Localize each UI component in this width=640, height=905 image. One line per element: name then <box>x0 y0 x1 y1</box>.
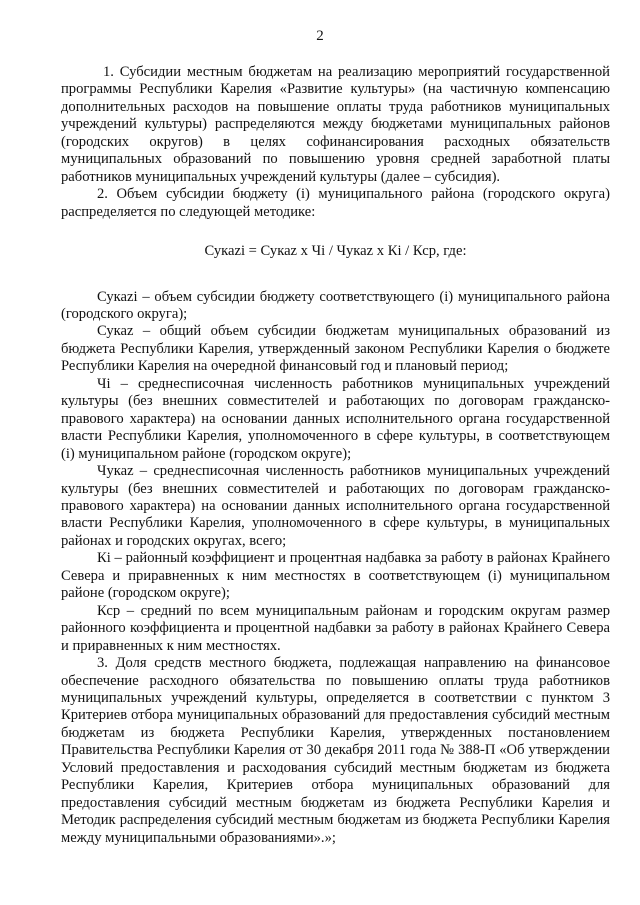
definition-chukaz: Чукаz – среднесписочная численность работников муниципальных учреждений культуры (без внешних совместителей и работающих по договорам гражданско-правового характера) на основании данных исполнительного органа государственной власти Республики Карелия, уполномоченного в сфере культуры, в муниципальных районах и городских округах, всего; <box>61 463 610 549</box>
paragraph-3-local-budget-share: 3. Доля средств местного бюджета, подлежащая направлению на финансовое обеспечение расходного обязательства по повышению оплаты труда работников муниципальных учреждений культуры, определяется в соответствии с пунктом 3 Критериев отбора муниципальных образований для предоставления субсидий местным бюджетам из бюджета Республики Карелия, утвержденных постановлением Правительства Республики Карелия от 30 декабря 2011 года № 388-П «Об утверждении Условий предоставления и расходования субсидий местным бюджетам из бюджета Республики Карелия, Критериев отбора муниципальных образований для предоставления субсидий местным бюджетам из бюджета Республики Карелия и Методик распределения субсидий местным бюджетам из бюджета Республики Карелия между муниципальными образованиями».»; <box>61 655 610 846</box>
paragraph-2-method: 2. Объем субсидии бюджету (i) муниципального района (городского округа) распределяется по следующей методике: <box>61 186 610 220</box>
definition-ksr: Кср – средний по всем муниципальным районам и городским округам размер районного коэффициента и процентной надбавки за работу в районах Крайнего Севера и приравненных к ним местностях. <box>61 602 610 654</box>
page-number: 2 <box>316 28 324 44</box>
document-body <box>61 64 610 847</box>
paragraph-1-subsidies: 1. Субсидии местным бюджетам на реализацию мероприятий государственной программы Республики Карелия «Развитие культуры» (на частичную компенсацию дополнительных расходов на повышение оплаты труда работников муниципальных учреждений культуры) распределяются между бюджетами муниципальных районов (городских округов) в целях софинансирования расходных обязательств муниципальных образований по повышению уровня средней заработной платы работников муниципальных учреждений культуры (далее – субсидия). <box>61 64 610 185</box>
distribution-formula: Сукаzi = Сукаz x Чi / Чукаz x Кi / Кср, где: <box>204 243 467 260</box>
definition-sukaz: Сукаz – общий объем субсидии бюджетам муниципальных образований из бюджета Республики Карелия, утвержденный законом Республики Карелия о бюджете Республики Карелия на очередной финансовый год и плановый период; <box>61 323 610 375</box>
definition-ki: Кi – районный коэффициент и процентная надбавка за работу в районах Крайнего Севера и приравненных к ним местностях в соответствующем (i) муниципальном районе (городском округе); <box>61 550 610 602</box>
definition-chi: Чi – среднесписочная численность работников муниципальных учреждений культуры (без внешних совместителей и работающих по договорам гражданско-правового характера) на основании данных исполнительного органа государственной власти Республики Карелия, уполномоченного в сфере культуры, в соответствующем (i) муниципальном районе (городском округе); <box>61 375 610 462</box>
definition-sukazi: Сукаzi – объем субсидии бюджету соответствующего (i) муниципального района (городского округа); <box>61 288 610 322</box>
